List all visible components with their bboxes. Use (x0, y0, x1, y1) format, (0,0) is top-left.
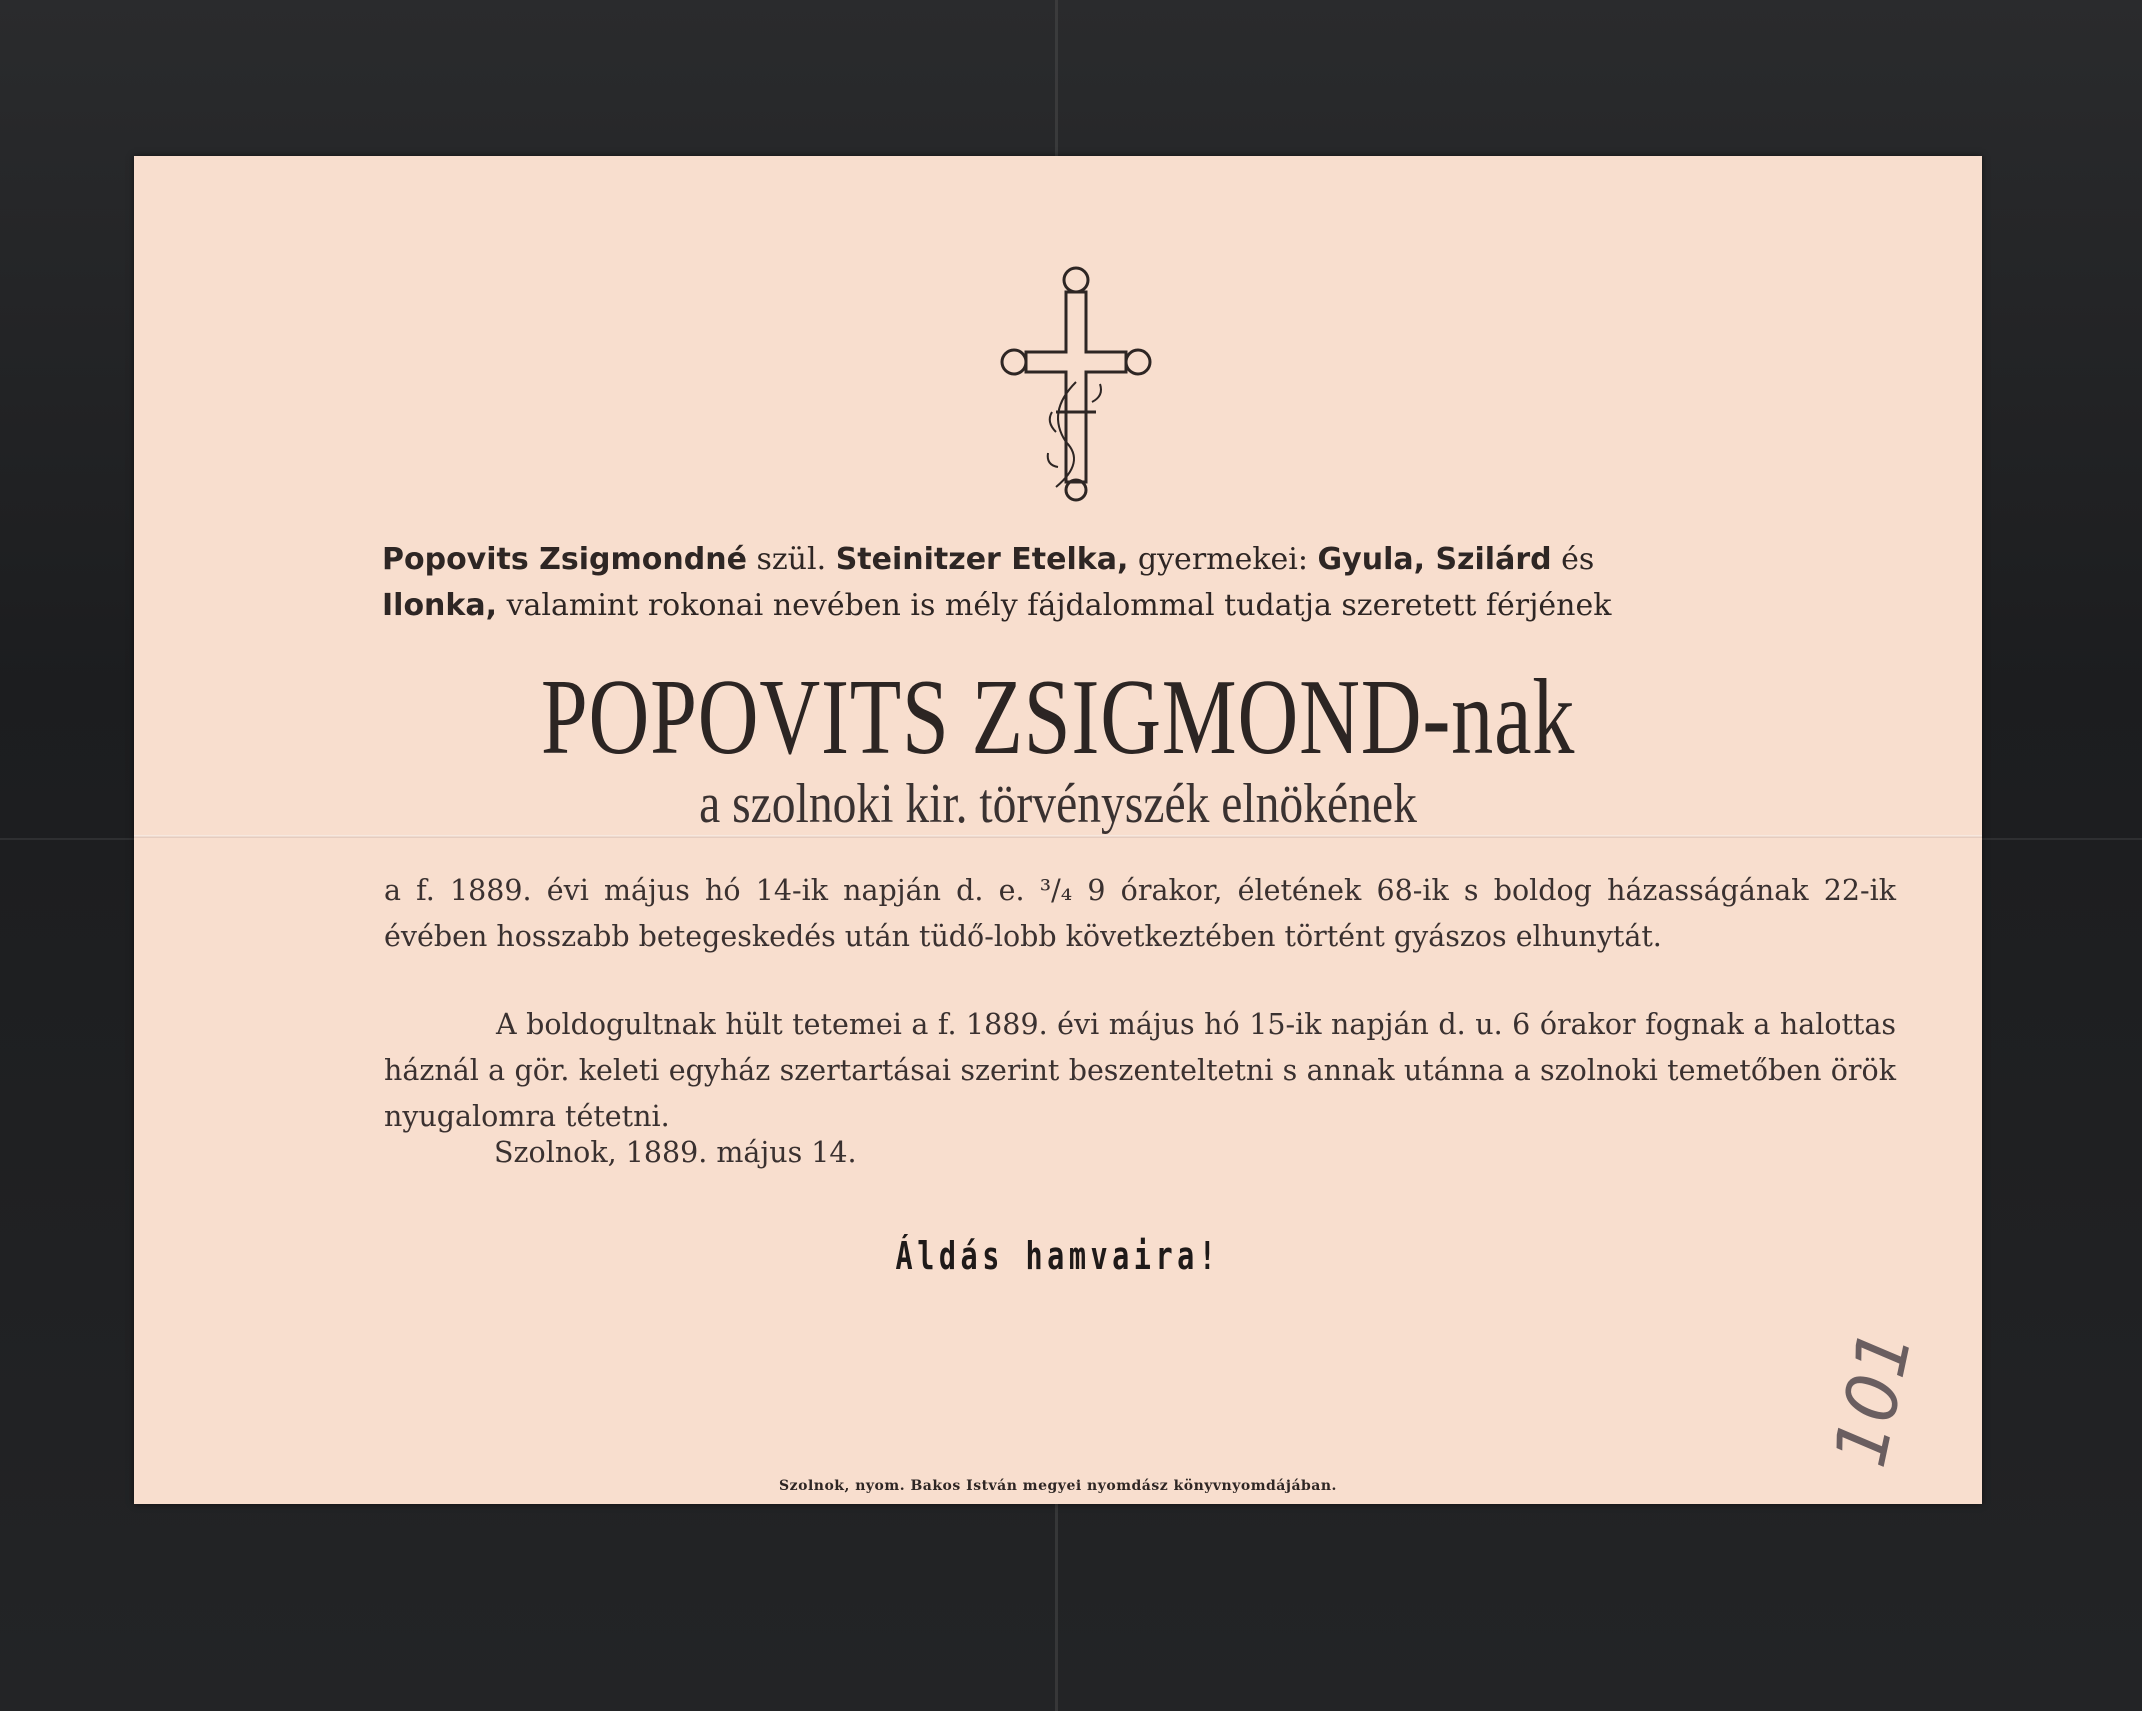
intro-text: és (1561, 542, 1595, 577)
blessing-text: Áldás hamvaira! (895, 1234, 1221, 1278)
intro-text: szül. (756, 542, 827, 577)
child-name: Ilonka, (382, 588, 498, 623)
printer-imprint: Szolnok, nyom. Bakos István megyei nyomdász könyvnyomdájában. (779, 1478, 1337, 1494)
funeral-paragraph: A boldogultnak hült tetemei a f. 1889. évi május hó 15-ik napján d. u. 6 órakor fognak a halottas háznál a gör. keleti egyház szertartásai szerint beszenteltetni s annak utánna a szolnoki temetőben örök nyugalomra tétetni. (384, 1008, 1896, 1133)
death-paragraph: a f. 1889. évi május hó 14-ik napján d. e. ³/₄ 9 órakor, életének 68-ik s boldog házasságának 22-ik évében hosszabb betegeskedés után tüdő-lobb következtében történt gyászos elhunytát. (384, 874, 1896, 953)
children-names: Gyula, Szilárd (1317, 542, 1552, 577)
obituary-card (134, 156, 1982, 1504)
intro-line-1 (382, 542, 1892, 577)
intro-line-2 (382, 588, 1892, 623)
dateline: Szolnok, 1889. május 14. (494, 1136, 857, 1169)
deceased-title: a szolnoki kir. törvényszék elnökének (699, 773, 1417, 835)
intro-text: gyermekei: (1137, 542, 1308, 577)
maiden-name: Steinitzer Etelka, (835, 542, 1129, 577)
intro-text: valamint rokonai nevében is mély fájdalommal tudatja szeretett férjének (506, 588, 1612, 623)
orthodox-cross-icon (996, 262, 1156, 502)
widow-name: Popovits Zsigmondné (382, 542, 747, 577)
handwritten-number: 101 (1817, 1322, 1929, 1474)
deceased-name: POPOVITS ZSIGMOND-nak (540, 658, 1576, 777)
